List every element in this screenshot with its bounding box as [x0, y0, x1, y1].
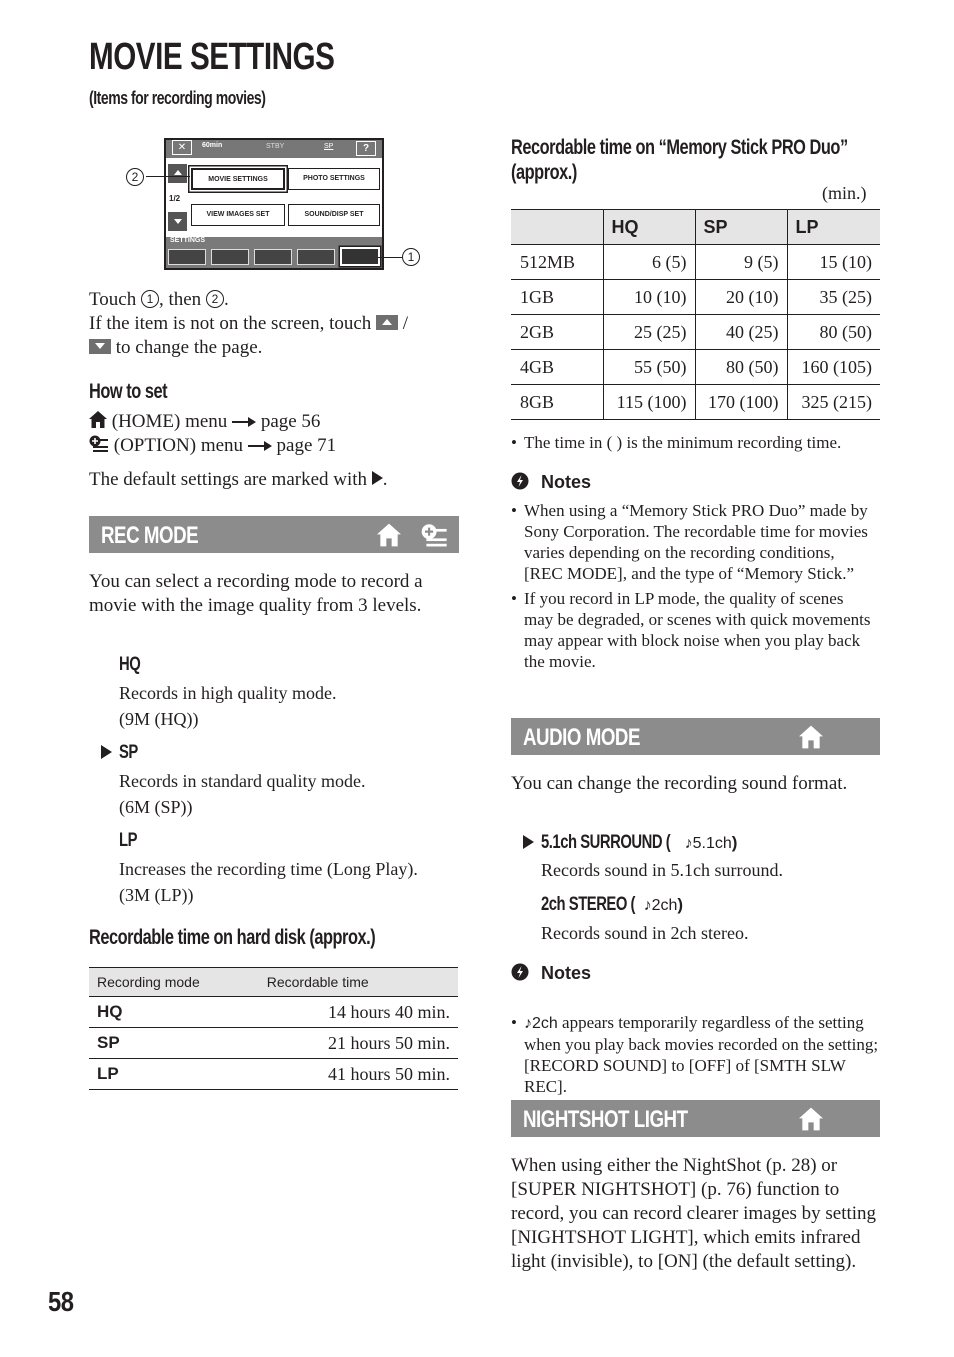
list-item: • ♪2ch appears temporarily regardless of the setting when you play back movies recorded on the setting; [RECORD SOUND] to [OFF] of [SMTH SLW REC].	[511, 1012, 879, 1097]
battery-indicator: 60min	[202, 142, 223, 149]
callout-1: 1	[402, 248, 420, 268]
rec-mode-header	[89, 516, 459, 553]
list-item: • If you record in LP mode, the quality of scenes may be degraded, or scenes with quick movements may appear with block noise when you play back the movie.	[511, 588, 875, 672]
standby-indicator: STBY	[266, 143, 285, 150]
circled-1-icon: 1	[141, 290, 159, 308]
table-row: 1GB 10 (10) 20 (10) 35 (25)	[511, 280, 880, 315]
notes-heading: Notes	[511, 963, 591, 984]
rec-mode-description: You can select a recording mode to record a movie with the image quality from 3 levels.	[89, 571, 423, 616]
table-row: LP 41 hours 50 min.	[89, 1059, 458, 1090]
rec-mode-title: REC MODE	[101, 522, 199, 549]
stereo-icon: ♪2ch	[643, 897, 678, 914]
home-icon	[89, 411, 107, 428]
unit-label: (min.)	[822, 183, 867, 203]
hdd-heading: Recordable time on hard disk (approx.)	[89, 926, 376, 949]
callout-1-line	[378, 257, 402, 258]
sp-label: SP	[119, 742, 138, 763]
default-marker-icon	[523, 835, 534, 854]
sound-disp-set-button: SOUND/DISP SET	[288, 204, 380, 226]
hdd-table	[89, 967, 458, 1090]
page-subtitle: (Items for recording movies)	[89, 88, 266, 108]
surround-option-label: 5.1ch SURROUND ( ♪5.1ch)	[541, 832, 738, 853]
table-row: 4GB 55 (50) 80 (50) 160 (105)	[511, 350, 880, 385]
stereo-description: Records sound in 2ch stereo.	[541, 923, 749, 943]
how-to-set-text: (HOME) menu page 56 (OPTION) menu page 71 The default settings are marked with .	[89, 411, 388, 490]
nightshot-description: When using either the NightShot (p. 28) or [SUPER NIGHTSHOT] (p. 76) function to record, you can record clearer images by setting [NIGHTSHOT LIGHT], which emits infrared light (invisible), to [ON] (the default setting).	[511, 1155, 877, 1272]
notes-icon	[511, 472, 529, 490]
list-item: • When using a “Memory Stick PRO Duo” made by Sony Corporation. The recordable time for movies varies depending on the recording conditions, [REC MODE], and the type of “Memory Stick.”	[511, 500, 875, 584]
ms-heading: Recordable time on “Memory Stick PRO Duo” (approx.)	[511, 136, 848, 184]
list-tab-icon	[254, 249, 292, 265]
screen-status-bar	[166, 140, 382, 158]
notes-heading: Notes	[511, 472, 591, 493]
column-header: Recording mode	[89, 968, 259, 997]
default-marker-icon	[101, 745, 112, 764]
table-row: 8GB 115 (100) 170 (100) 325 (215)	[511, 385, 880, 420]
nightshot-light-header	[511, 1100, 880, 1137]
column-header: Recordable time	[259, 968, 458, 997]
stereo-option-label: 2ch STEREO ( ♪2ch)	[541, 894, 684, 915]
hq-label: HQ	[119, 654, 141, 675]
home-icon	[799, 1107, 823, 1131]
callout-2-line	[146, 176, 190, 177]
audio-mode-description: You can change the recording sound format.	[511, 773, 848, 794]
page-down-icon	[168, 212, 187, 231]
view-images-set-button: VIEW IMAGES SET	[191, 204, 285, 226]
arrow-right-icon	[232, 417, 256, 427]
toolbox-tab-icon	[340, 247, 380, 266]
option-icon	[421, 523, 448, 547]
circled-2-icon: 2	[206, 290, 224, 308]
lp-description: Increases the recording time (Long Play). (3M (LP))	[119, 859, 418, 905]
home-icon	[377, 523, 401, 547]
camera-tab-icon	[168, 249, 206, 265]
movie-settings-button: MOVIE SETTINGS	[191, 168, 285, 190]
stereo-icon: ♪2ch	[524, 1015, 558, 1032]
playback-tab-icon	[211, 249, 249, 265]
page-up-icon	[168, 164, 187, 183]
memory-stick-table	[511, 209, 880, 420]
notes-list	[511, 500, 875, 672]
up-key-icon	[376, 315, 398, 330]
table-header-row: HQ SP LP	[511, 210, 880, 245]
page-number: 58	[48, 1286, 74, 1317]
sp-description: Records in standard quality mode. (6M (SP))	[119, 771, 366, 817]
table-row: 512MB 6 (5) 9 (5) 15 (10)	[511, 245, 880, 280]
notes-icon	[511, 963, 529, 981]
table-row: HQ 14 hours 40 min.	[89, 997, 458, 1028]
help-icon: ?	[356, 141, 376, 156]
down-key-icon	[89, 339, 111, 354]
how-to-set-heading: How to set	[89, 380, 168, 403]
photo-settings-button: PHOTO SETTINGS	[288, 168, 380, 190]
settings-tab-bar	[166, 237, 382, 268]
surround-description: Records sound in 5.1ch surround.	[541, 860, 783, 880]
arrow-right-icon	[248, 441, 272, 451]
surround-icon: ♪5.1ch	[684, 835, 732, 852]
table-header-row	[89, 968, 458, 997]
close-icon: ✕	[172, 140, 192, 155]
connect-tab-icon	[297, 249, 335, 265]
audio-mode-title: AUDIO MODE	[523, 724, 641, 751]
nightshot-light-title: NIGHTSHOT LIGHT	[523, 1106, 688, 1133]
page-indicator: 1/2	[169, 194, 181, 203]
table-footnote: • The time in ( ) is the minimum recording time.	[511, 432, 881, 453]
page-title: MOVIE SETTINGS	[89, 36, 335, 78]
table-row: SP 21 hours 50 min.	[89, 1028, 458, 1059]
default-marker-icon	[372, 471, 383, 485]
lcd-screen-illustration	[164, 138, 384, 270]
lp-label: LP	[119, 830, 138, 851]
audio-mode-header	[511, 718, 880, 755]
callout-2: 2	[126, 168, 144, 188]
option-icon	[89, 435, 109, 452]
intro-text: Touch 1 , then 2 . If the item is not on the screen, touch / to change the page.	[89, 289, 409, 358]
hq-description: Records in high quality mode. (9M (HQ))	[119, 683, 337, 729]
home-icon	[799, 725, 823, 749]
settings-label: SETTINGS	[170, 237, 206, 244]
table-row: 2GB 25 (25) 40 (25) 80 (50)	[511, 315, 880, 350]
rec-mode-indicator: SP	[324, 143, 334, 150]
